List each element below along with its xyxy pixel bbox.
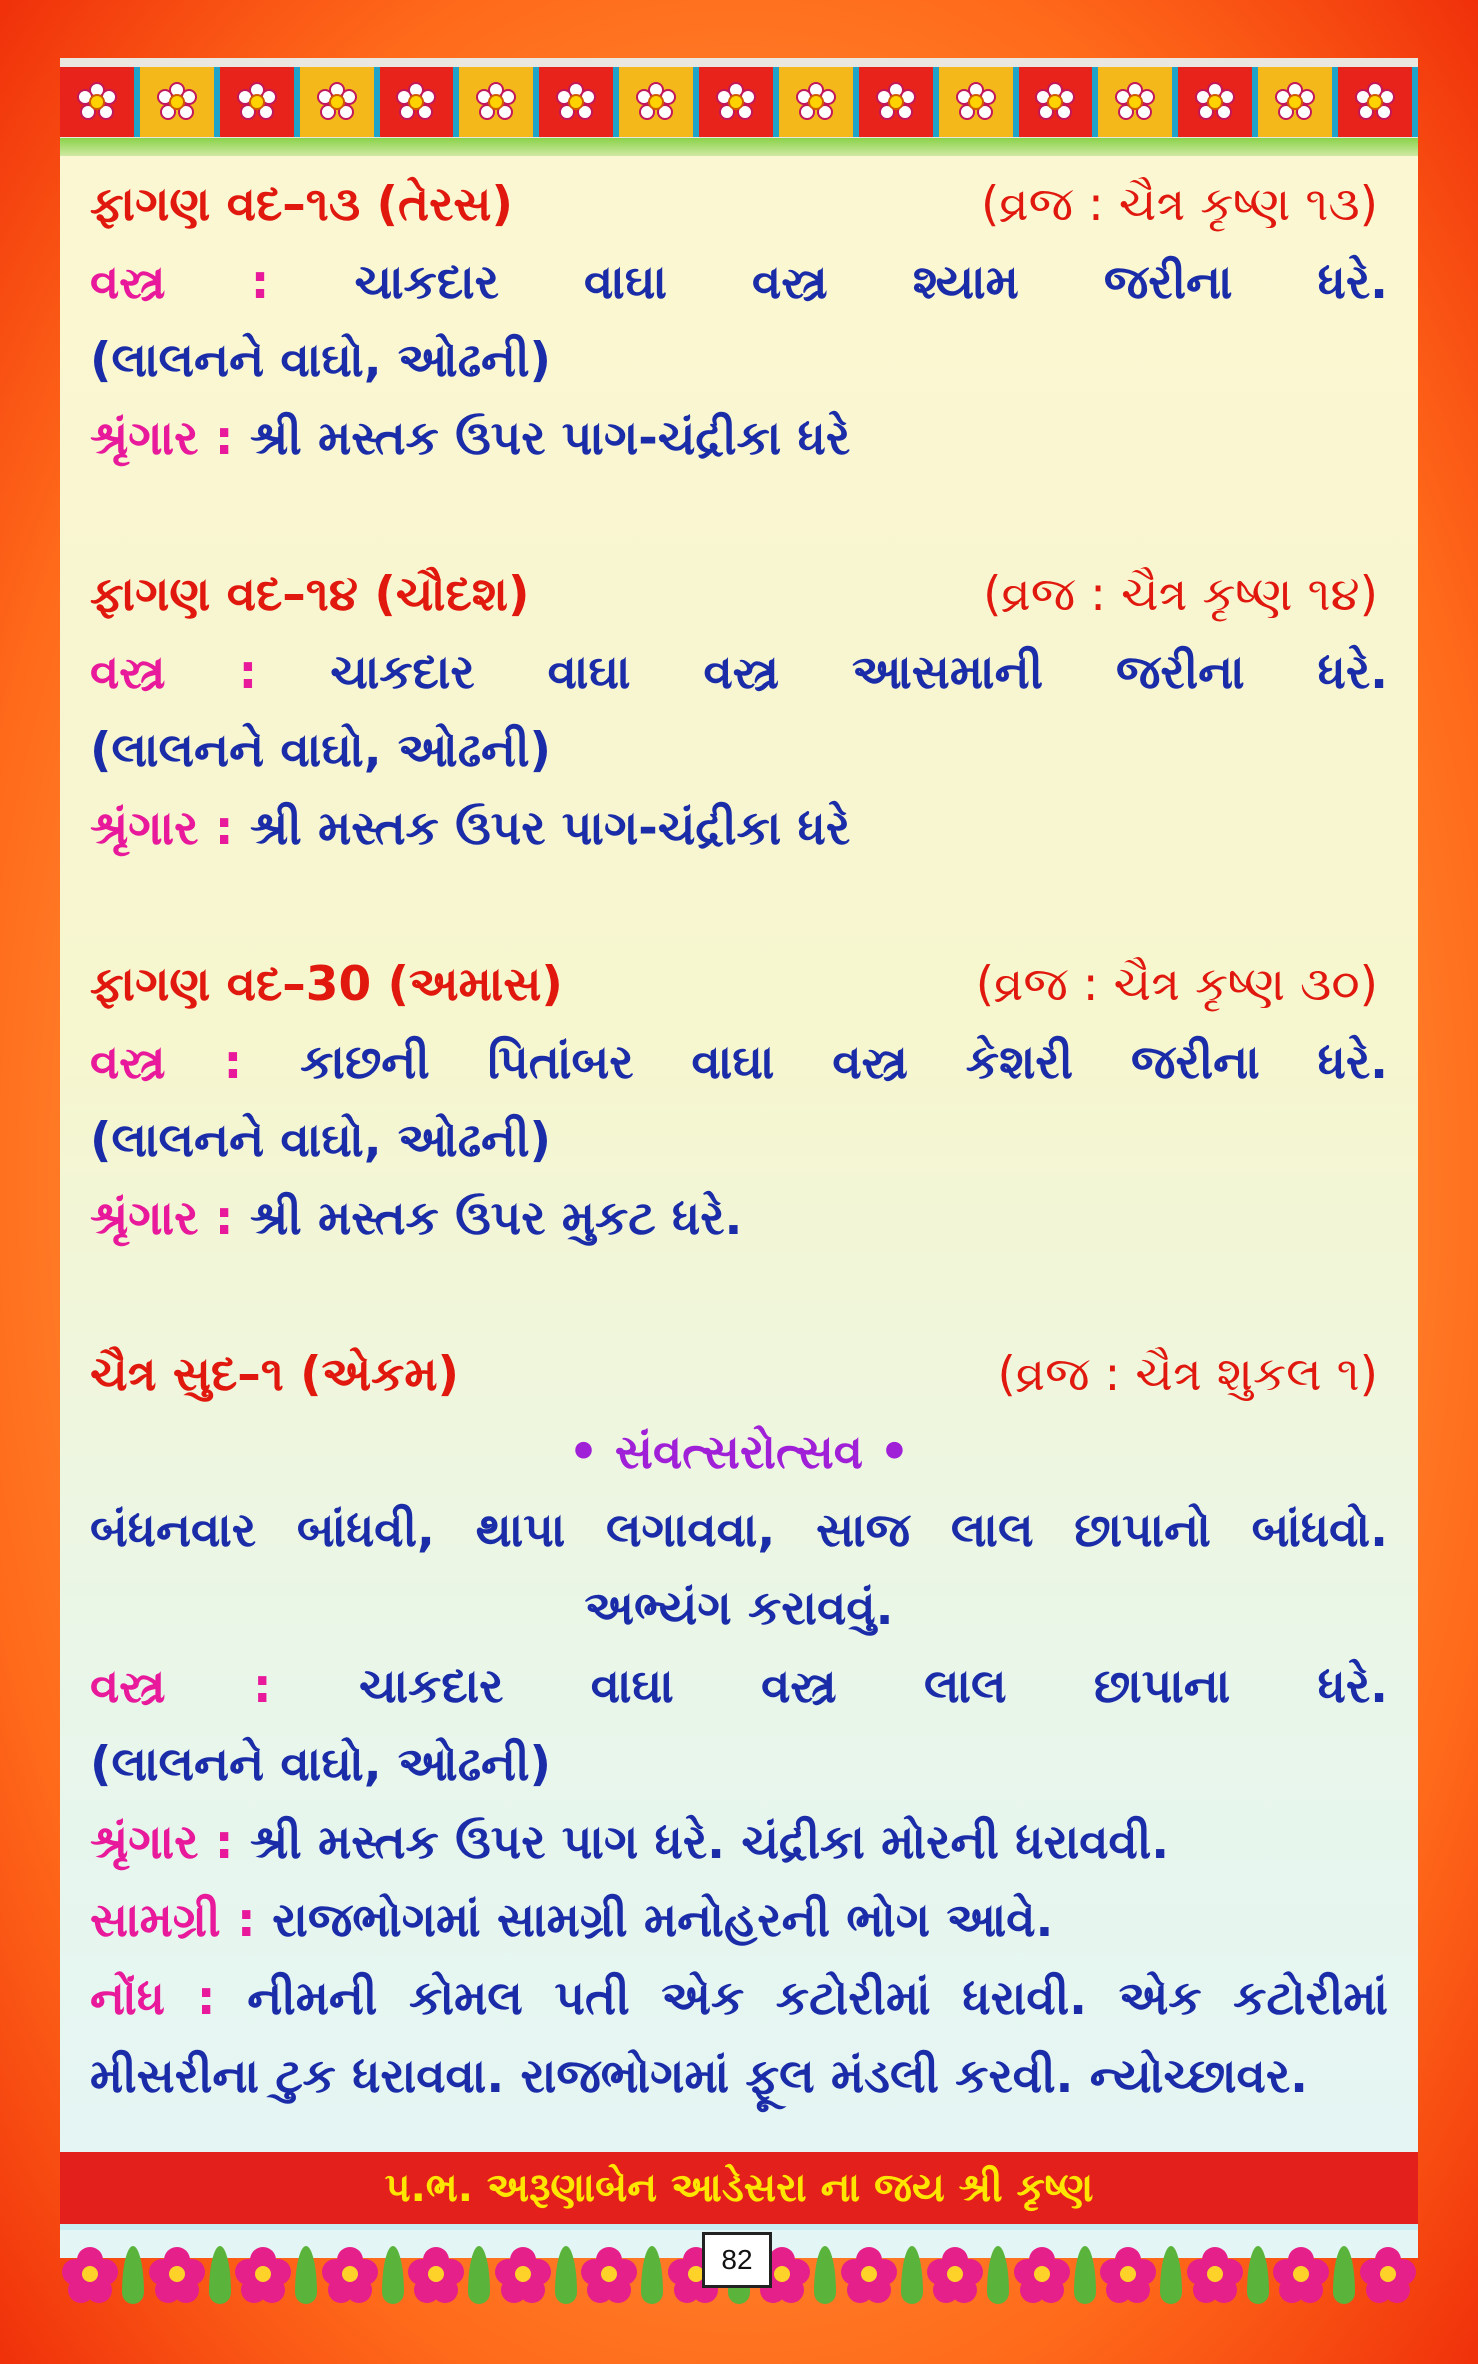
flower-icon bbox=[237, 82, 277, 122]
intro-line-2: અભ્યંગ કરાવવું. bbox=[584, 1581, 894, 1636]
shringar-line bbox=[90, 1804, 1388, 1882]
section-title: ફાગણ વદ–૧૩ (તેરસ) bbox=[90, 177, 513, 232]
shringar-line bbox=[90, 400, 1388, 478]
section-title: ચૈત્ર સુદ–૧ (એકમ) bbox=[90, 1347, 460, 1402]
vastra-text-continued: (લાલનને વાઘો, ઓઢની) bbox=[90, 1113, 551, 1168]
flower-tile bbox=[779, 67, 859, 137]
flower-tile bbox=[1338, 67, 1418, 137]
hibiscus-icon bbox=[62, 2247, 118, 2303]
flower-tile bbox=[459, 67, 539, 137]
shringar-label: શ્રૃંગાર : bbox=[90, 411, 234, 466]
leaf-icon bbox=[295, 2246, 317, 2304]
vastra-text: કાછની પિતાંબર વાઘા વસ્ત્ર કેશરી જરીના ધરે. bbox=[300, 1035, 1388, 1090]
flower-tile bbox=[1019, 67, 1099, 137]
leaf-icon bbox=[1160, 2246, 1182, 2304]
flower-tile bbox=[1258, 67, 1338, 137]
flower-icon bbox=[1035, 82, 1075, 122]
intro-line: બંધનવાર બાંધવી, થાપા લગાવવા, સાજ લાલ છાપાનો બાંધવો. bbox=[90, 1503, 1388, 1558]
flower-tile bbox=[939, 67, 1019, 137]
flower-tile bbox=[140, 67, 220, 137]
vastra-line bbox=[90, 634, 1388, 712]
vastra-text: ચાકદાર વાઘા વસ્ત્ર શ્યામ જરીના ધરે. bbox=[354, 255, 1388, 310]
nondh-text: નીમની કોમલ પતી એક કટોરીમાં ધરાવી. એક કટોરીમાં bbox=[247, 1971, 1388, 2026]
shringar-label: શ્રૃંગાર : bbox=[90, 1815, 234, 1870]
section-title: ફાગણ વદ–૧૪ (ચૌદશ) bbox=[90, 567, 530, 622]
hibiscus-icon bbox=[1014, 2247, 1070, 2303]
braj-date: (વ્રજ : ચૈત્ર કૃષ્ણ ૧૪) bbox=[983, 567, 1378, 622]
section-chaitra bbox=[90, 1336, 1388, 2116]
green-strip bbox=[60, 138, 1418, 156]
leaf-icon bbox=[901, 2246, 923, 2304]
samagri-text: રાજભોગમાં સામગ્રી મનોહરની ભોગ આવે. bbox=[272, 1893, 1054, 1948]
flower-icon bbox=[317, 82, 357, 122]
decorative-tile-border bbox=[60, 58, 1418, 142]
leaf-icon bbox=[1333, 2246, 1355, 2304]
vastra-line bbox=[90, 1648, 1388, 1726]
section-14 bbox=[90, 556, 1388, 868]
vastra-text-continued: (લાલનને વાઘો, ઓઢની) bbox=[90, 723, 551, 778]
flower-tile bbox=[539, 67, 619, 137]
hibiscus-icon bbox=[408, 2247, 464, 2303]
flower-tile bbox=[1178, 67, 1258, 137]
section-title: ફાગણ વદ–30 (અમાસ) bbox=[90, 957, 563, 1012]
hibiscus-icon bbox=[235, 2247, 291, 2303]
section-13 bbox=[90, 166, 1388, 478]
nondh-text-continued: મીસરીના ટુક ધરાવવા. રાજભોગમાં ફૂલ મંડલી કરવી. ન્યોચ્છાવર. bbox=[90, 2049, 1308, 2104]
leaf-icon bbox=[382, 2246, 404, 2304]
page-number: 82 bbox=[702, 2232, 772, 2288]
flower-icon bbox=[476, 82, 516, 122]
flower-tile bbox=[1098, 67, 1178, 137]
flower-icon bbox=[77, 82, 117, 122]
dedication-text: પ.ભ. અરૂણાબેન આડેસરા ના જય શ્રી કૃષ્ણ bbox=[384, 2165, 1094, 2211]
section-heading bbox=[90, 556, 1388, 634]
section-30 bbox=[90, 946, 1388, 1258]
braj-date: (વ્રજ : ચૈત્ર કૃષ્ણ ૩૦) bbox=[975, 957, 1378, 1012]
flower-icon bbox=[1195, 82, 1235, 122]
flower-icon bbox=[796, 82, 836, 122]
hibiscus-icon bbox=[927, 2247, 983, 2303]
leaf-icon bbox=[814, 2246, 836, 2304]
vastra-text-continued: (લાલનને વાઘો, ઓઢની) bbox=[90, 1737, 551, 1792]
shringar-text: શ્રી મસ્તક ઉપર પાગ-ચંદ્રીકા ધરે bbox=[249, 801, 851, 856]
braj-date: (વ્રજ : ચૈત્ર શુકલ ૧) bbox=[997, 1347, 1378, 1402]
flower-tile bbox=[859, 67, 939, 137]
braj-date: (વ્રજ : ચૈત્ર કૃષ્ણ ૧૩) bbox=[981, 177, 1378, 232]
leaf-icon bbox=[555, 2246, 577, 2304]
flower-icon bbox=[876, 82, 916, 122]
vastra-label: વસ્ત્ર : bbox=[90, 1659, 272, 1714]
hibiscus-icon bbox=[322, 2247, 378, 2303]
section-heading bbox=[90, 166, 1388, 244]
vastra-label: વસ્ત્ર : bbox=[90, 1035, 243, 1090]
vastra-line bbox=[90, 1024, 1388, 1102]
flower-tile bbox=[699, 67, 779, 137]
shringar-label: શ્રૃંગાર : bbox=[90, 1191, 234, 1246]
hibiscus-icon bbox=[1187, 2247, 1243, 2303]
flower-icon bbox=[716, 82, 756, 122]
flower-tile-row bbox=[60, 67, 1418, 137]
flower-icon bbox=[636, 82, 676, 122]
hibiscus-icon bbox=[149, 2247, 205, 2303]
hibiscus-icon bbox=[841, 2247, 897, 2303]
hibiscus-icon bbox=[495, 2247, 551, 2303]
leaf-icon bbox=[122, 2246, 144, 2304]
flower-tile bbox=[300, 67, 380, 137]
vastra-text: ચાકદાર વાઘા વસ્ત્ર આસમાની જરીના ધરે. bbox=[330, 645, 1388, 700]
flower-icon bbox=[956, 82, 996, 122]
content bbox=[90, 166, 1388, 2116]
flower-tile bbox=[220, 67, 300, 137]
flower-icon bbox=[556, 82, 596, 122]
dedication-banner bbox=[60, 2152, 1418, 2230]
shringar-line bbox=[90, 1180, 1388, 1258]
flower-tile bbox=[60, 67, 140, 137]
flower-icon bbox=[157, 82, 197, 122]
section-heading bbox=[90, 946, 1388, 1024]
samagri-label: સામગ્રી : bbox=[90, 1893, 256, 1948]
shringar-line bbox=[90, 790, 1388, 868]
vastra-text-continued: (લાલનને વાઘો, ઓઢની) bbox=[90, 333, 551, 388]
leaf-icon bbox=[641, 2246, 663, 2304]
shringar-text: શ્રી મસ્તક ઉપર મુકટ ધરે. bbox=[249, 1191, 743, 1246]
shringar-text: શ્રી મસ્તક ઉપર પાગ-ચંદ્રીકા ધરે bbox=[249, 411, 851, 466]
hibiscus-icon bbox=[581, 2247, 637, 2303]
vastra-label: વસ્ત્ર : bbox=[90, 255, 270, 310]
flower-icon bbox=[1355, 82, 1395, 122]
hibiscus-icon bbox=[1100, 2247, 1156, 2303]
hibiscus-icon bbox=[1273, 2247, 1329, 2303]
leaf-icon bbox=[987, 2246, 1009, 2304]
nondh-label: નોંધ : bbox=[90, 1971, 216, 2026]
flower-icon bbox=[396, 82, 436, 122]
leaf-icon bbox=[1074, 2246, 1096, 2304]
vastra-text: ચાકદાર વાઘા વસ્ત્ર લાલ છાપાના ધરે. bbox=[359, 1659, 1388, 1714]
section-heading bbox=[90, 1336, 1388, 1414]
vastra-line bbox=[90, 244, 1388, 322]
leaf-icon bbox=[209, 2246, 231, 2304]
shringar-text: શ્રી મસ્તક ઉપર પાગ ધરે. ચંદ્રીકા મોરની ધરાવવી. bbox=[249, 1815, 1170, 1870]
flower-tile bbox=[619, 67, 699, 137]
flower-tile bbox=[380, 67, 460, 137]
leaf-icon bbox=[1247, 2246, 1269, 2304]
leaf-icon bbox=[468, 2246, 490, 2304]
festival-title: • સંવત્સરોત્સવ • bbox=[568, 1425, 910, 1480]
nondh-line bbox=[90, 1960, 1388, 2038]
vastra-label: વસ્ત્ર : bbox=[90, 645, 258, 700]
samagri-line bbox=[90, 1882, 1388, 1960]
hibiscus-icon bbox=[1360, 2247, 1416, 2303]
page-panel bbox=[60, 58, 1418, 2258]
flower-icon bbox=[1275, 82, 1315, 122]
shringar-label: શ્રૃંગાર : bbox=[90, 801, 234, 856]
flower-icon bbox=[1115, 82, 1155, 122]
